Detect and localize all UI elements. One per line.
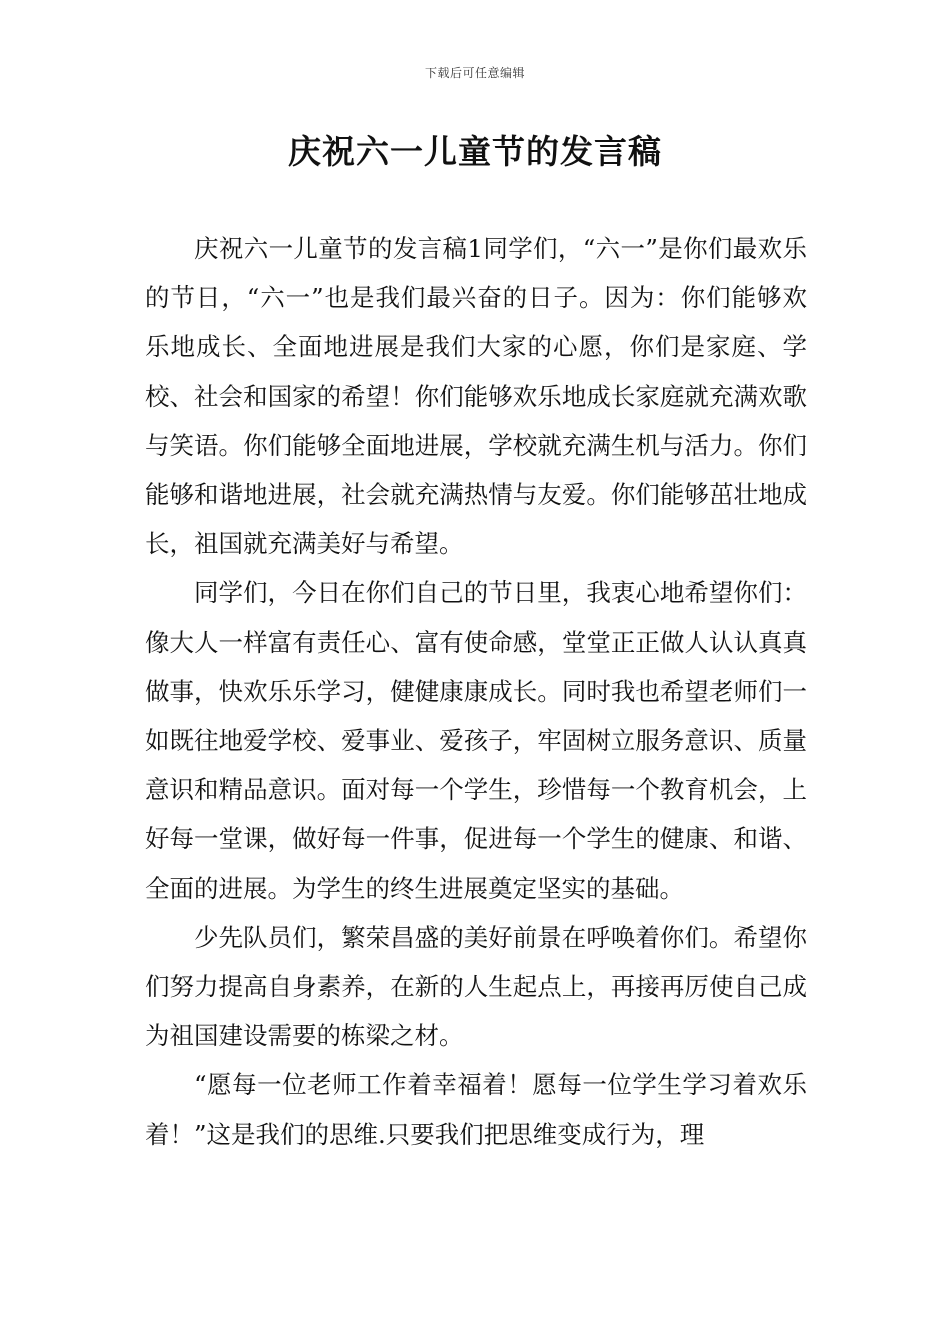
document-title: 庆祝六一儿童节的发言稿 [288,132,662,171]
document-body [145,224,807,1159]
paragraph-2: 同学们，今日在你们自己的节日里，我衷心地希望你们：像大人一样富有责任心、富有使命感，堂堂正正做人认认真真做事，快欢乐乐学习，健健康康成长。同时我也希望老师们一如既往地爱学校、爱事业、爱孩子，牢固树立服务意识、质量意识和精品意识。面对每一个学生，珍惜每一个教育机会，上好每一堂课，做好每一件事，促进每一个学生的健康、和谐、全面的进展。为学生的终生进展奠定坚实的基础。 [145,578,807,903]
paragraph-4: “愿每一位老师工作着幸福着！愿每一位学生学习着欢乐着！”这是我们的思维.只要我们把思维变成行为，理 [145,1070,807,1149]
paragraph-1: 庆祝六一儿童节的发言稿1同学们，“六一”是你们最欢乐的节日，“六一”也是我们最兴奋的日子。因为：你们能够欢乐地成长、全面地进展是我们大家的心愿，你们是家庭、学校、社会和国家的希望！你们能够欢乐地成长家庭就充满欢歌与笑语。你们能够全面地进展，学校就充满生机与活力。你们能够和谐地进展，社会就充满热情与友爱。你们能够茁壮地成长，祖国就充满美好与希望。 [145,234,807,559]
header-note: 下载后可任意编辑 [424,66,525,80]
paragraph-3: 少先队员们，繁荣昌盛的美好前景在呼唤着你们。希望你们努力提高自身素养，在新的人生起点上，再接再厉使自己成为祖国建设需要的栋梁之材。 [145,922,807,1051]
